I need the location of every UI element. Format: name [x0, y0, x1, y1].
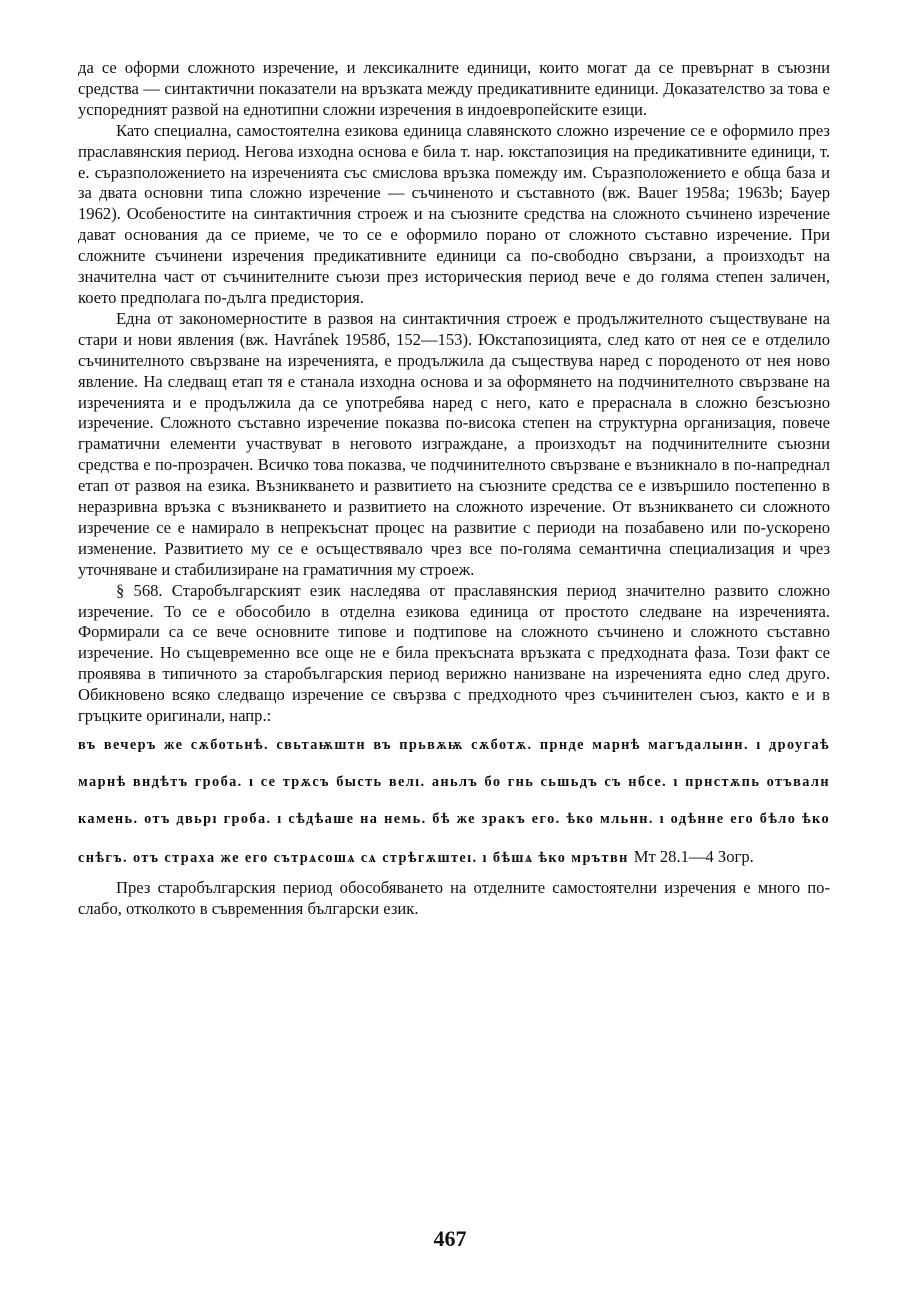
paragraph-section-568: § 568. Старобългарският език наследява от праславянския период значително развито сложно изречение. То се е обособило в отделна езикова единица от простото следване на изреченията. Формирали са се вече основните типове и подтипове на сложното съчинено и сложното съставно изречение. Но същевременно все още не е била прекъсната връзката с предходната фаза. Този факт се проявява в типичното за старобългарския период верижно нанизване на изреченията едно след друго. Обикновено всяко следващо изречение се свързва с предходното чрез съчинителен съюз, както е и в гръцките оригинали, напр.:: [78, 580, 830, 726]
paragraph-syntactic-development: Една от закономерностите в развоя на синтактичния строеж е продължителното съществуване на стари и нови явления (вж. Havránek 1958б, 152—153). Юкстапозицията, след като от нея се е отделило съчинителното свързване на изреченията, е продължила да съществува наред с породеното от нея ново явление. На следващ етап тя е станала изходна основа и за оформянето на подчинителното свързване на изреченията и е продължила да се употребява наред с него, като е прераснала в сложно безсъюзно изречение. Сложното съставно изречение показва по-висока степен на структурна организация, повече граматични елементи участвуват в неговото изграждане, а произходът на подчинителните съюзни средства е по-прозрачен. Всичко това показва, че подчинителното свързване е възникнало в по-напреднал етап от развоя на езика. Възникването и развитието на съюзните средства се е извършило постепенно в неразривна връзка с възникването и развитието на сложното изречение. От възникването си сложното изречение се е намирало в непрекъснат процес на развитие с периоди на позабавено или по-ускорено изменение. Развитието му се е осъществявало чрез все по-голяма семантична специализация и чрез уточняване и стабилизиране на граматичния му строеж.: [78, 308, 830, 579]
old-bulgarian-quote: въ вечеръ же сѫботьнѣ. свьтаѭштн въ прьвѫѭ сѫботѫ. прнде марнѣ магъдалынн. ı дроугаѣ марнѣ вндѣтъ гроба. ı се трѫсъ бысть велı. аньлъ бо гнь сьшьдъ съ нбсе. ı прнстѫпь отъвалн камень. отъ двьрı гроба. ı сѣдѣаше на немь. бѣ же зракъ его. ѣко мльнн. ı одѣнне его бѣло ѣко снѣгъ. отъ страха же его сътрѧсошѧ сѧ стрѣгѫштеı. ı бѣшѧ ѣко мрътвн: [78, 737, 830, 866]
old-bulgarian-quote-block: [78, 727, 830, 877]
paragraph-slavic-complex-sentence: Като специална, самостоятелна езикова единица славянското сложно изречение се е оформило през праславянския период. Негова изходна основа е била т. нар. юкстапозиция на предикативните единици, т. е. съразположението на изреченията със смислова връзка помежду им. Съразположението е обща база и за двата основни типа сложно изречение — съчиненото и съставното (вж. Bauer 1958a; 1963b; Бауер 1962). Особеностите на синтактичния строеж и на съюзните средства на сложното съчинено изречение дават основания да се приеме, че то се е оформило порано от сложното съставно изречение. При сложните съчинени изречения предикативните единици са по-свободно свързани, а произходът на значителна част от съчинителните съюзи през историческия период вече е до голяма степен заличен, което предполага по-дълга предистория.: [78, 120, 830, 307]
paragraph-continuation: да се оформи сложното изречение, и лексикалните единици, които могат да се превърнат в съюзни средства — синтактични показатели на връзката между предикативните единици. Доказателство за това е успоредният развой на еднотипни сложни изречения в индоевропейските езици.: [78, 58, 830, 119]
quote-reference: Мт 28.1—4 Зогр.: [633, 847, 754, 866]
page-number: 467: [433, 1226, 467, 1251]
paragraph-closing: През старобългарския период обособяването на отделните самостоятелни изречения е много по-слабо, отколкото в съвременния български език.: [78, 878, 830, 918]
body-text: [78, 58, 830, 920]
